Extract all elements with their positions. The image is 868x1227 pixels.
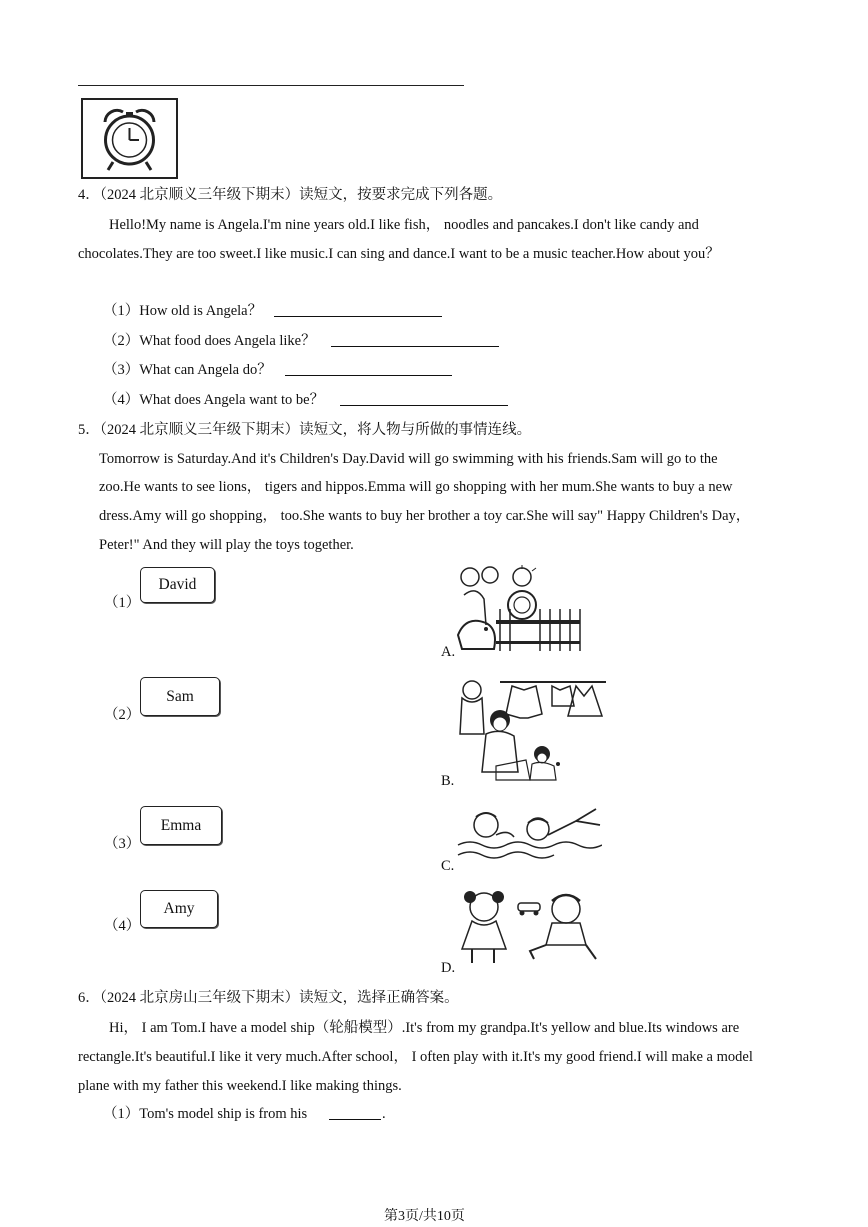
answer-line-top (78, 85, 464, 86)
q4-para-line-2: chocolates.They are too sweet.I like music.I can sing and dance.I want to be a music teacher.How about you？ (78, 246, 720, 262)
q5-title: 5．（2024 北京顺义三年级下期末）读短文，将人物与所做的事情连线。 (78, 422, 532, 438)
q4-answer-blank-4[interactable] (340, 391, 508, 406)
name-box-emma[interactable]: Emma (140, 806, 222, 845)
clock-picture-box (81, 98, 178, 179)
q4-title: 4．（2024 北京顺义三年级下期末）读短文，按要求完成下列各题。 (78, 187, 503, 203)
option-label-d: D. (441, 960, 456, 976)
q5-item-num-3: （3） (104, 836, 141, 852)
q5-para-line-1: Tomorrow is Saturday.And it's Children's Day.David will go swimming with his friends.Sam will go to the (99, 451, 718, 467)
q6-para-line-3: plane with my father this weekend.I like making things. (78, 1078, 402, 1094)
q5-para-line-3: dress.Amy will go shopping， too.She wants to buy her brother a toy car.She will say" Happy Children's Day， (99, 508, 751, 524)
q4-answer-blank-1[interactable] (274, 302, 442, 317)
shopping-picture[interactable] (456, 676, 606, 786)
q5-item-num-2: （2） (104, 707, 141, 723)
page-number: 第3页/共10页 (384, 1209, 465, 1224)
q6-answer-blank-1[interactable] (329, 1105, 381, 1120)
q5-para-line-4: Peter!" And they will play the toys together. (99, 537, 354, 553)
alarm-clock-icon (83, 100, 176, 177)
name-box-sam[interactable]: Sam (140, 677, 220, 716)
q6-question-1-period: . (382, 1106, 386, 1122)
q6-question-1: （1）Tom's model ship is from his (103, 1106, 308, 1122)
option-label-c: C. (441, 858, 455, 874)
q5-para-line-2: zoo.He wants to see lions， tigers and hippos.Emma will go shopping with her mum.She wants to buy a new (99, 479, 733, 495)
q4-question-1: （1）How old is Angela？ (103, 303, 263, 319)
name-box-amy[interactable]: Amy (140, 890, 218, 928)
q6-para-line-1: Hi， I am Tom.I have a model ship（轮船模型）.It's from my grandpa.It's yellow and blue.Its windows are (109, 1020, 740, 1036)
q4-answer-blank-2[interactable] (331, 332, 499, 347)
q4-question-3: （3）What can Angela do？ (103, 362, 272, 378)
q4-question-4: （4）What does Angela want to be？ (103, 392, 325, 408)
zoo-picture[interactable] (456, 565, 584, 653)
q5-item-num-4: （4） (104, 918, 141, 934)
q6-para-line-2: rectangle.It's beautiful.I like it very much.After school， I often play with it.It's my good friend.I will make a model (78, 1049, 753, 1065)
q4-question-2: （2）What food does Angela like？ (103, 333, 316, 349)
name-box-david[interactable]: David (140, 567, 215, 603)
q4-answer-blank-3[interactable] (285, 361, 452, 376)
toy-car-picture[interactable] (456, 885, 602, 965)
q5-item-num-1: （1） (104, 595, 141, 611)
option-label-b: B. (441, 773, 455, 789)
q6-title: 6．（2024 北京房山三年级下期末）读短文，选择正确答案。 (78, 990, 459, 1006)
option-label-a: A. (441, 644, 456, 660)
swimming-picture[interactable] (456, 805, 602, 861)
q4-para-line-1: Hello!My name is Angela.I'm nine years old.I like fish， noodles and pancakes.I don't like candy and (109, 217, 699, 233)
